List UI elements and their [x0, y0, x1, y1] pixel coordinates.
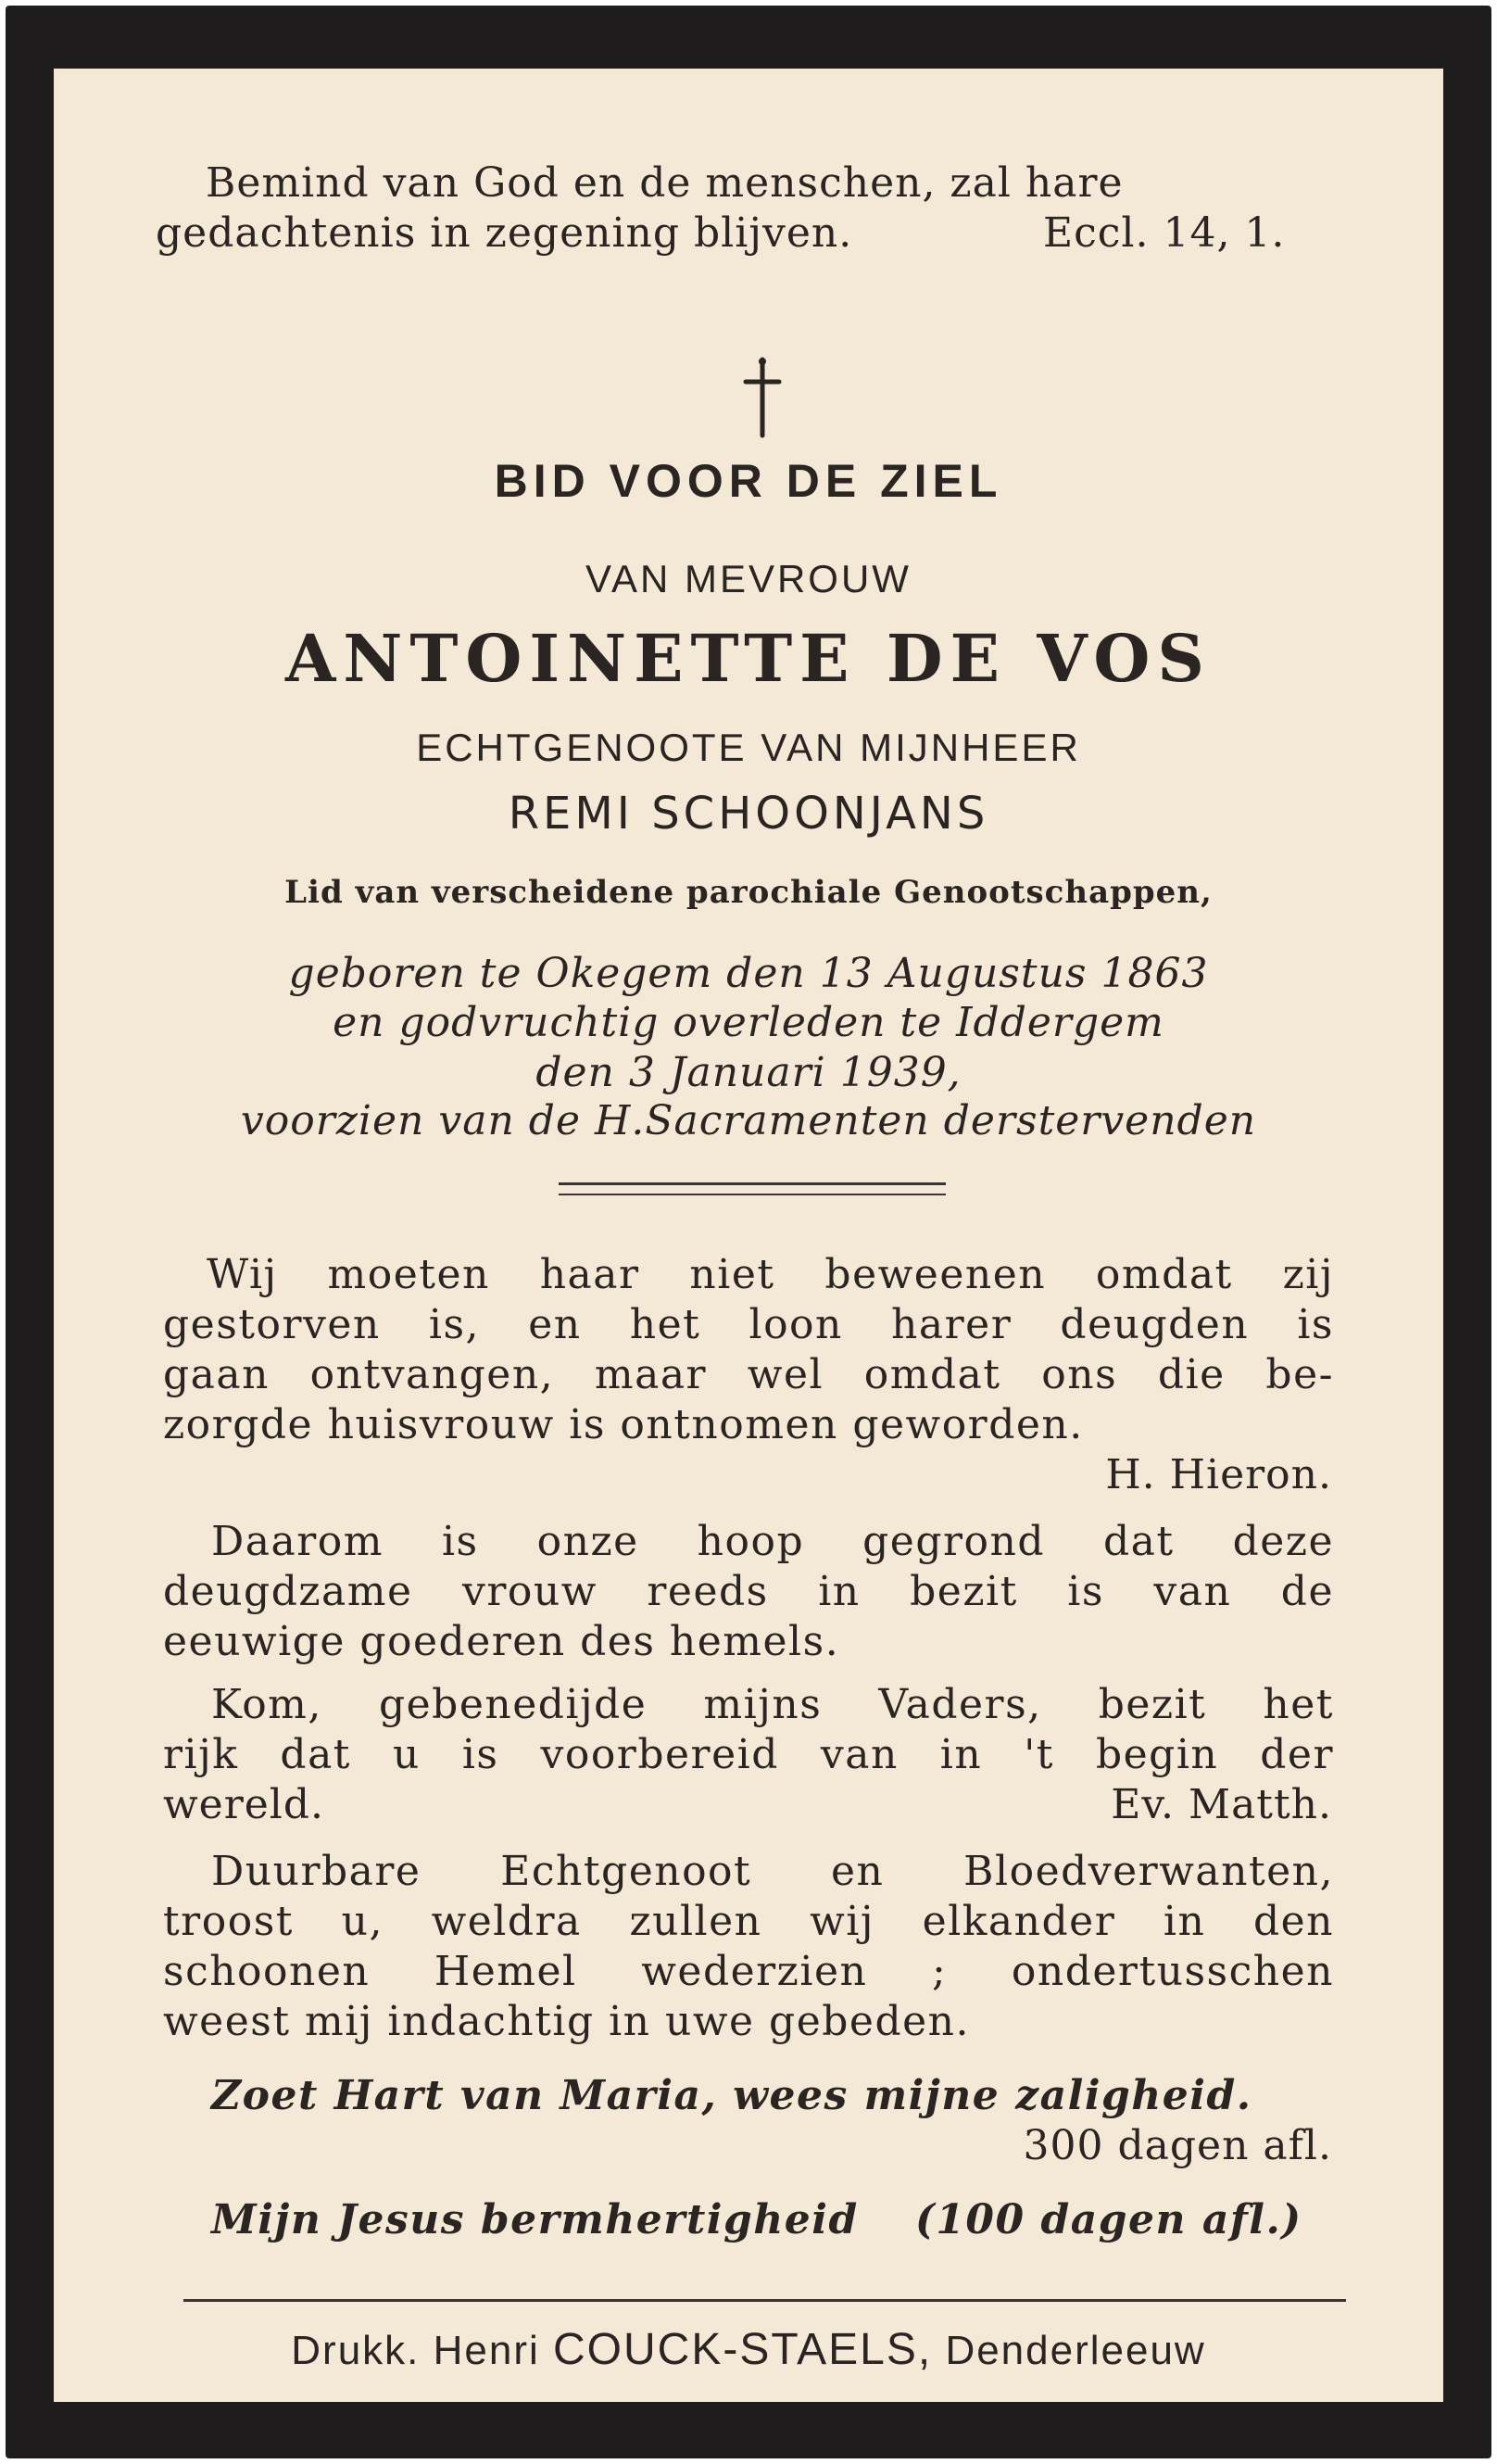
printer-prefix: Drukk. Henri: [291, 2328, 540, 2373]
paragraph-2-line-3: eeuwige goederen des hemels.: [163, 1618, 840, 1665]
prayer-2: Mijn Jesus bermhertigheid: [211, 2196, 859, 2243]
sacraments-line: voorzien van de H.Sacramenten derstervenden: [240, 1097, 1257, 1144]
paragraph-1-line-1: Wij moeten haar niet beweenen omdat zij: [207, 1251, 1334, 1298]
spouse-name: REMI SCHOONJANS: [508, 788, 989, 840]
memorial-card: [54, 69, 1443, 2402]
paragraph-1-line-3: gaan ontvangen, maar wel omdat ons die be-: [163, 1351, 1334, 1398]
paragraph-2-line-2: deugdzame vrouw reeds in bezit is van de: [163, 1568, 1334, 1615]
paragraph-1-source: H. Hieron.: [1105, 1451, 1332, 1498]
printer-line: [54, 2325, 1443, 2374]
epigraph-reference: Eccl. 14, 1.: [1043, 209, 1286, 257]
prayer-1: Zoet Hart van Maria, wees mijne zaligheid.: [211, 2072, 1252, 2119]
deceased-name: ANTOINETTE DE VOS: [285, 620, 1212, 697]
footer-divider: [183, 2299, 1346, 2302]
paragraph-3-line-3: wereld.: [163, 1781, 324, 1828]
van-mevrouw: VAN MEVROUW: [585, 557, 912, 600]
paragraph-4-line-3: schoonen Hemel wederzien ; ondertusschen: [163, 1948, 1334, 1995]
indulgence-2: (100 dagen afl.): [915, 2196, 1302, 2243]
paragraph-3-line-2: rijk dat u is voorbereid van in 't begin der: [163, 1731, 1334, 1778]
divider-bottom: [559, 1194, 946, 1195]
death-date: den 3 Januari 1939,: [535, 1049, 962, 1096]
indulgence-1: 300 dagen afl.: [1023, 2122, 1332, 2169]
page-title: BID VOOR DE ZIEL: [494, 455, 1003, 507]
paragraph-3-line-1: Kom, gebenedijde mijns Vaders, bezit het: [211, 1681, 1334, 1728]
paragraph-1-line-4: zorgde huisvrouw is ontnomen geworden.: [163, 1401, 1084, 1448]
paragraph-4-line-4: weest mij indachtig in uwe gebeden.: [163, 1998, 970, 2045]
printer-name: COUCK-STAELS,: [553, 2325, 933, 2374]
paragraph-1-line-2: gestorven is, en het loon harer deugden is: [163, 1301, 1334, 1348]
printer-city: Denderleeuw: [945, 2328, 1206, 2373]
paragraph-4-line-2: troost u, weldra zullen wij elkander in den: [163, 1898, 1334, 1945]
birth-line: geboren te Okegem den 13 Augustus 1863: [288, 950, 1209, 997]
membership: Lid van verscheidene parochiale Genootschappen,: [284, 874, 1213, 911]
memorial-card-border: [6, 6, 1491, 2458]
divider-top: [559, 1182, 946, 1185]
paragraph-3-source: Ev. Matth.: [1111, 1781, 1332, 1828]
death-line: en godvruchtig overleden te Iddergem: [333, 999, 1164, 1046]
epigraph-line-1: Bemind van God en de menschen, zal hare: [206, 159, 1124, 207]
paragraph-4-line-1: Duurbare Echtgenoot en Bloedverwanten,: [211, 1848, 1334, 1895]
paragraph-2-line-1: Daarom is onze hoop gegrond dat deze: [211, 1518, 1334, 1565]
spouse-label: ECHTGENOOTE VAN MIJNHEER: [416, 726, 1081, 769]
cross-icon: [735, 356, 790, 439]
epigraph-line-2: gedachtenis in zegening blijven.: [156, 209, 853, 257]
